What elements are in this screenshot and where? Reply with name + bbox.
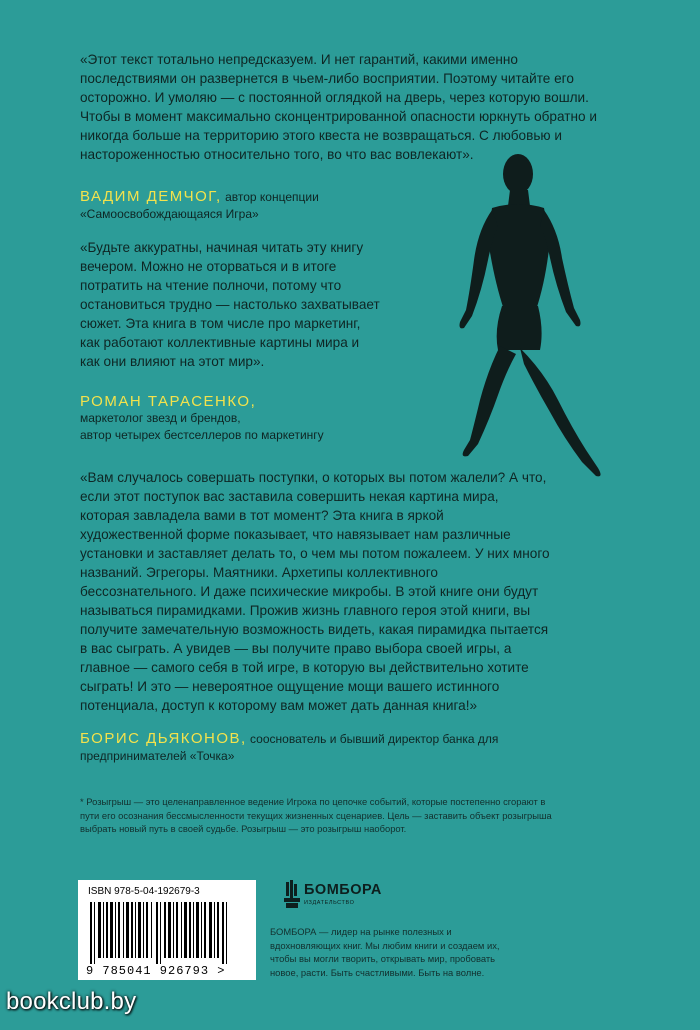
barcode-digits: 9 785041 926793 > xyxy=(86,964,226,978)
author-name: ВАДИМ ДЕМЧОГ, xyxy=(80,188,222,205)
watermark-site: bookclub.by xyxy=(6,988,137,1015)
author-name: БОРИС ДЬЯКОНОВ, xyxy=(80,730,247,747)
publisher-name: БОМБОРА xyxy=(304,882,382,898)
author-demchog xyxy=(80,188,380,223)
quote-demchog: «Этот текст тотально непредсказуем. И нет гарантий, какими именно последствиями он развернется в чьем-либо восприятии. Поэтому читайте его осторожно. И умоляю — с постоянной оглядкой на дверь, через которую вошли. Чтобы в момент максимально сконцентрированной опасности юркнуть обратно и никогда больше на территорию этого квеста не возвращаться. С любовью и настороженностью относительно того, во что вас вовлекают». xyxy=(80,52,597,162)
publisher-description: БОМБОРА — лидер на рынке полезных и вдохновляющих книг. Мы любим книги и создаем их, чтобы вы могли творить, открывать мир, пробовать новое, расти. Быть счастливыми. Быть на волне. xyxy=(270,926,500,978)
publisher-logo xyxy=(284,880,444,920)
barcode-panel xyxy=(78,880,256,980)
isbn-label: ISBN 978-5-04-192679-3 xyxy=(88,886,200,897)
author-name: РОМАН ТАРАСЕНКО, xyxy=(80,393,257,410)
author-description: сооснователь и бывший директор банка для предпринимателей «Точка» xyxy=(80,732,499,763)
author-dyakonov xyxy=(80,730,500,765)
author-description-line-2: автор четырех бестселлеров по маркетингу xyxy=(80,428,324,442)
barcode-icon xyxy=(90,902,242,964)
author-description: автор концепции «Самоосвобождающаяся Игра» xyxy=(80,190,319,221)
quote-tarasenko: «Будьте аккуратны, начиная читать эту книгу вечером. Можно не оторваться и в итоге потратить на чтение полночи, потому что остановиться трудно — настолько захватывает сюжет. Эта книга в том числе про маркетинг, как работают коллективные картины мира и как они влияют на этот мир». xyxy=(80,240,380,369)
author-tarasenko xyxy=(80,393,380,444)
publisher-sub: ИЗДАТЕЛЬСТВО xyxy=(304,900,355,906)
bombora-logo-icon xyxy=(284,880,302,910)
author-description-line-1: маркетолог звезд и брендов, xyxy=(80,411,241,425)
swimming-man-silhouette-icon xyxy=(440,150,620,490)
quote-dyakonov: «Вам случалось совершать поступки, о которых вы потом жалели? А что, если этот поступок вас заставила совершить некая картина мира, которая завладела вами в тот момент? Эта книга в яркой художественной форме показывает, что навязывает нам различные установки и заставляет делать то, о чем мы потом пожалеем. У них много названий. Эгрегоры. Маятники. Архетипы коллективного бессознательного. И даже психические микробы. В этой книге они будут называться пирамидками. Прожив жизнь главного героя этой книги, вы получите замечательную возможность видеть, какая пирамидка пытается в вас сыграть. А увидев — вы получите право выбора своей игры, а главное — самого себя в той игре, в которую вы действительно хотите сыграть! И это — невероятное ощущение мощи вашего истинного потенциала, доступ к которому вам может дать данная книга!» xyxy=(80,470,550,713)
footnote: * Розыгрыш — это целенаправленное ведение Игрока по цепочке событий, которые постепенно сгорают в пути его осознания бессмысленности текущих жизненных сценариев. Цель — заставить объект розыгрыша выбрать новый путь в своей судьбе. Розыгрыш — это розыгрыш наоборот. xyxy=(80,796,552,834)
